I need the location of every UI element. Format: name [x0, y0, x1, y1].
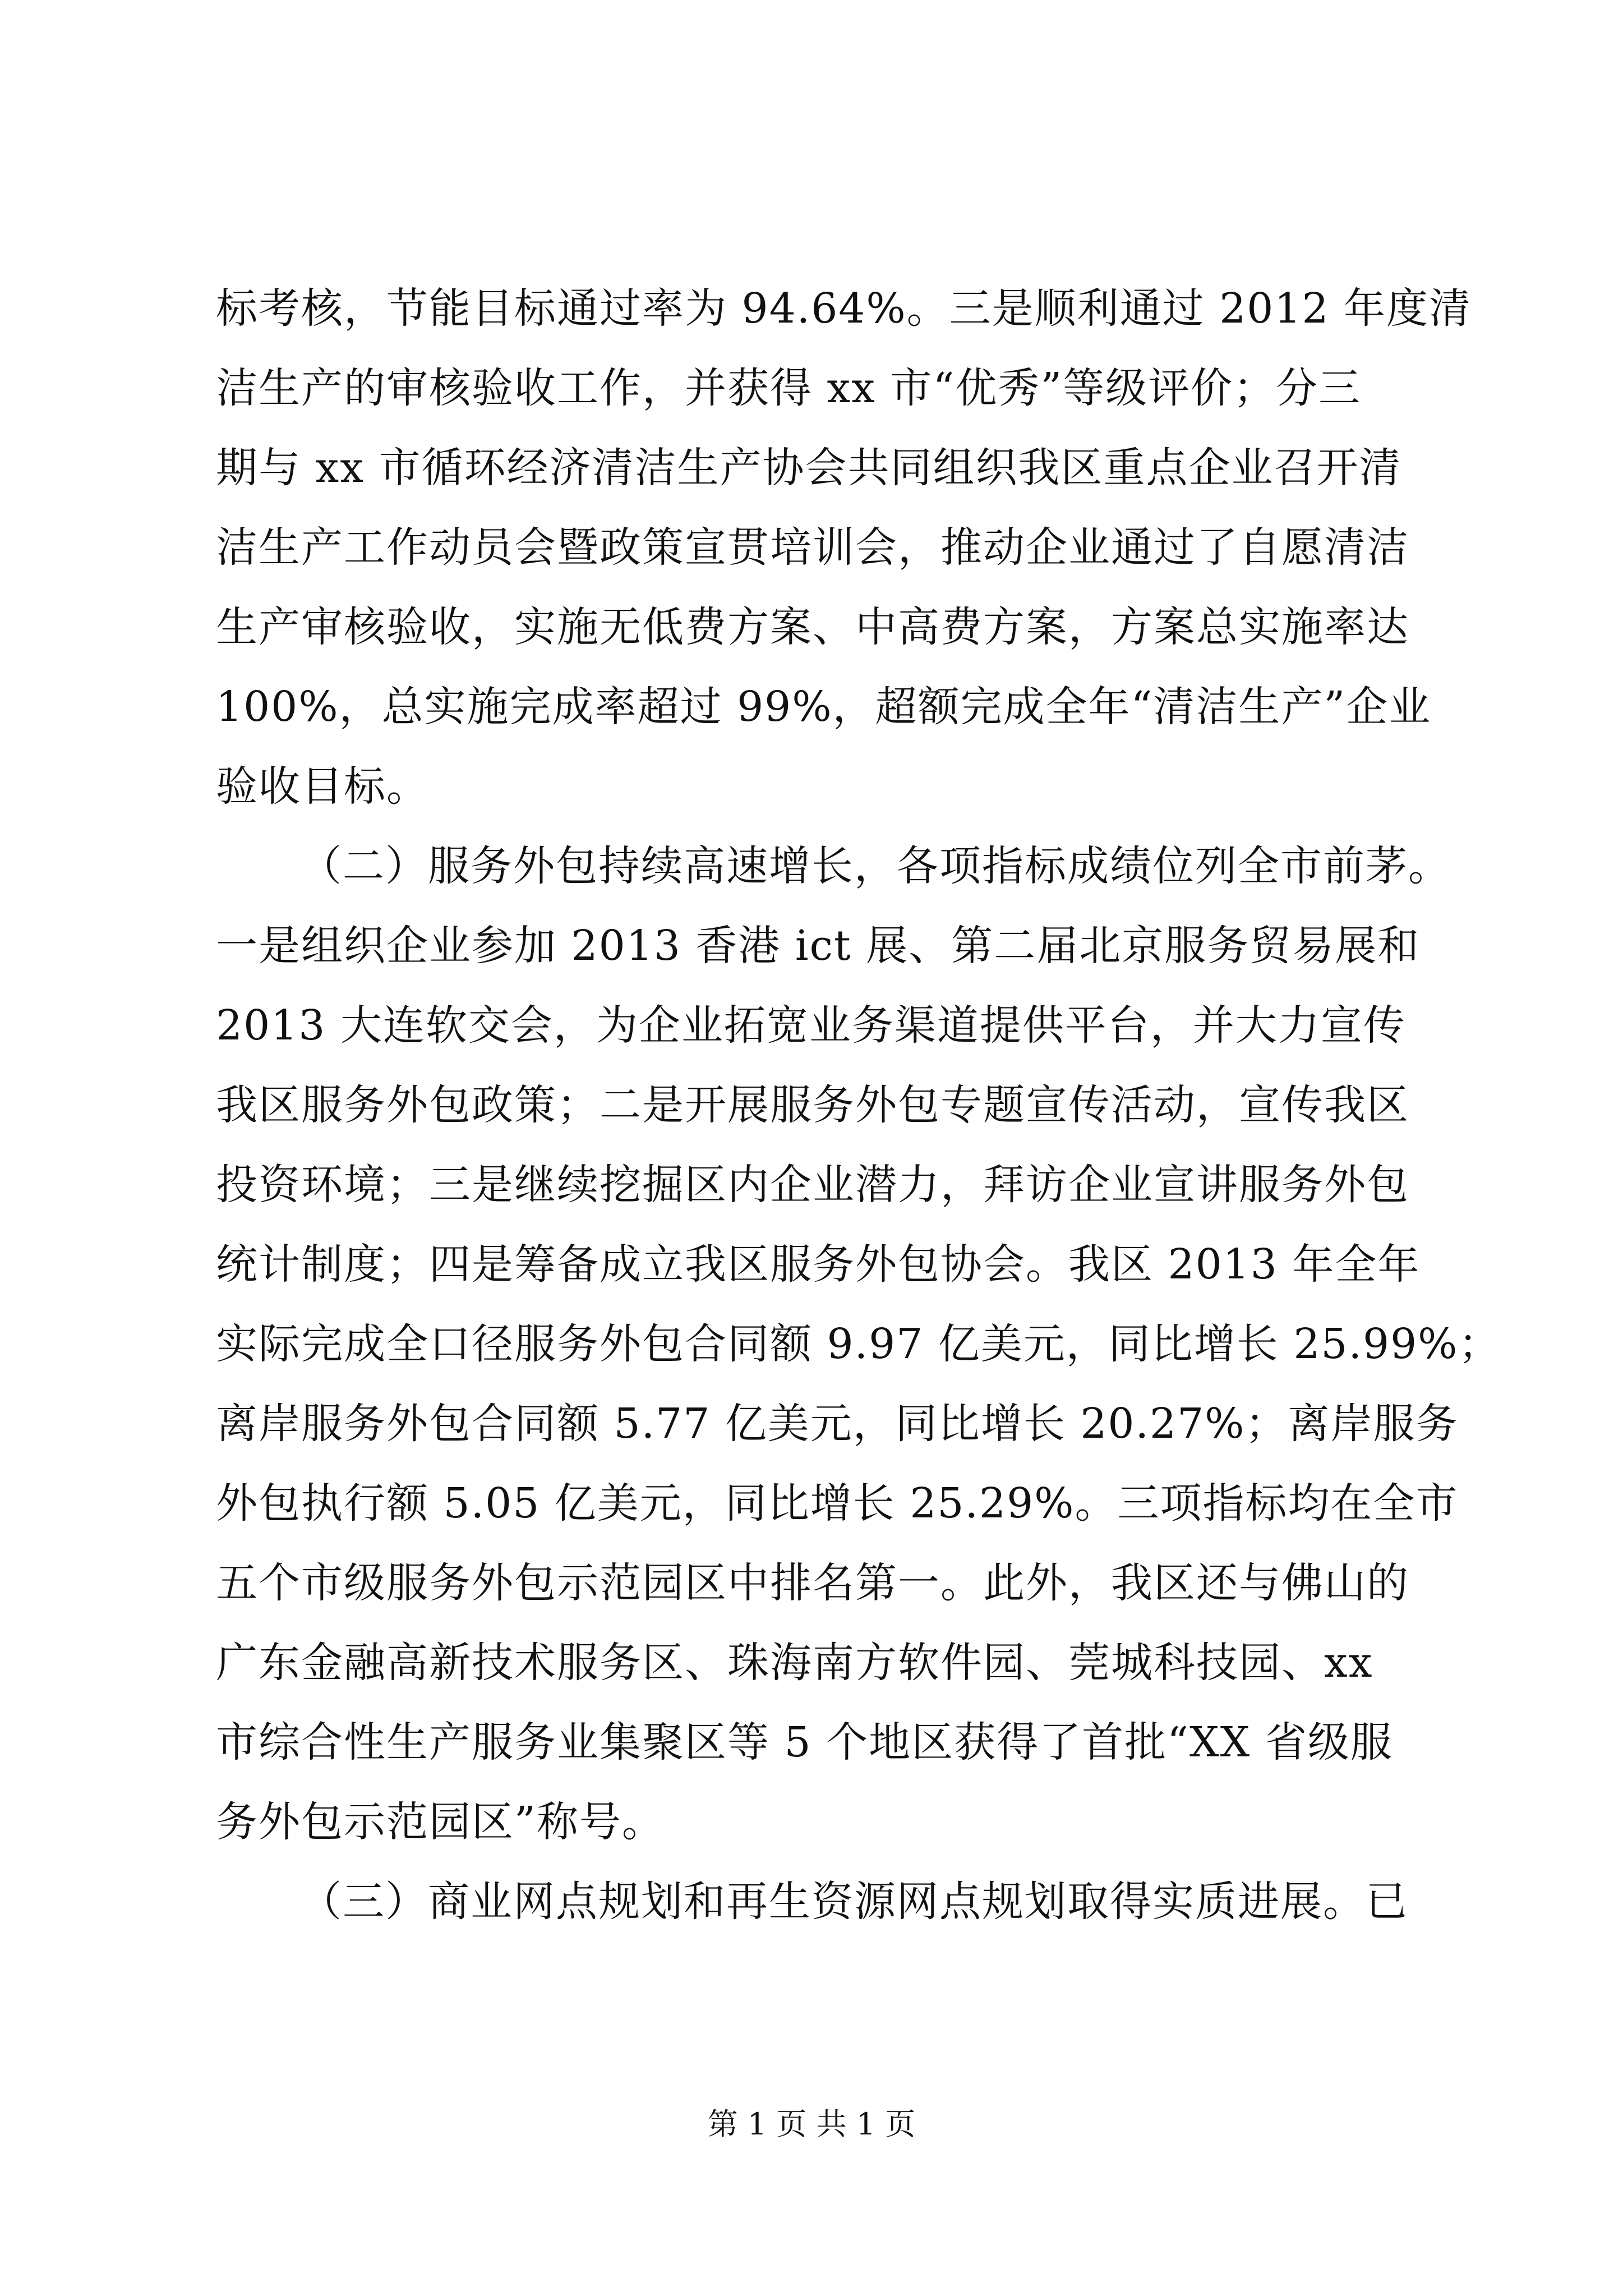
text-line: 外包执行额 5.05 亿美元，同比增长 25.29%。三项指标均在全市 [216, 1479, 1459, 1527]
section-heading-line: （三）商业网点规划和再生资源网点规划取得实质进展。已 [300, 1878, 1408, 1926]
text-line: 统计制度；四是筹备成立我区服务外包协会。我区 2013 年全年 [216, 1240, 1421, 1289]
page-number-footer: 第 1 页 共 1 页 [707, 2106, 916, 2142]
text-line: 洁生产工作动员会暨政策宣贯培训会，推动企业通过了自愿清洁 [216, 523, 1409, 572]
text-line: 离岸服务外包合同额 5.77 亿美元，同比增长 20.27%；离岸服务 [216, 1400, 1459, 1448]
text-line: 标考核，节能目标通过率为 94.64%。三是顺利通过 2012 年度清 [216, 284, 1472, 333]
text-line: 100%，总实施完成率超过 99%，超额完成全年“清洁生产”企业 [216, 683, 1432, 731]
text-line: 2013 大连软交会，为企业拓宽业务渠道提供平台，并大力宣传 [216, 1001, 1406, 1050]
text-line: 五个市级服务外包示范园区中排名第一。此外，我区还与佛山的 [216, 1559, 1409, 1607]
text-line: 实际完成全口径服务外包合同额 9.97 亿美元，同比增长 25.99%； [216, 1320, 1501, 1368]
section-heading-line: （二）服务外包持续高速增长，各项指标成绩位列全市前茅。 [300, 842, 1451, 890]
text-line: 洁生产的审核验收工作，并获得 xx 市“优秀”等级评价；分三 [216, 364, 1362, 412]
text-line: 验收目标。 [216, 762, 429, 811]
text-line: 生产审核验收，实施无低费方案、中高费方案，方案总实施率达 [216, 603, 1409, 651]
text-line: 期与 xx 市循环经济清洁生产协会共同组织我区重点企业召开清 [216, 444, 1402, 492]
text-line: 投资环境；三是继续挖掘区内企业潜力，拜访企业宣讲服务外包 [216, 1161, 1409, 1209]
text-line: 一是组织企业参加 2013 香港 ict 展、第二届北京服务贸易展和 [216, 922, 1421, 970]
text-line: 我区服务外包政策；二是开展服务外包专题宣传活动，宣传我区 [216, 1081, 1409, 1129]
text-line: 务外包示范园区”称号。 [216, 1798, 665, 1846]
text-line: 广东金融高新技术服务区、珠海南方软件园、莞城科技园、xx [216, 1639, 1373, 1687]
text-line: 市综合性生产服务业集聚区等 5 个地区获得了首批“XX 省级服 [216, 1718, 1393, 1766]
